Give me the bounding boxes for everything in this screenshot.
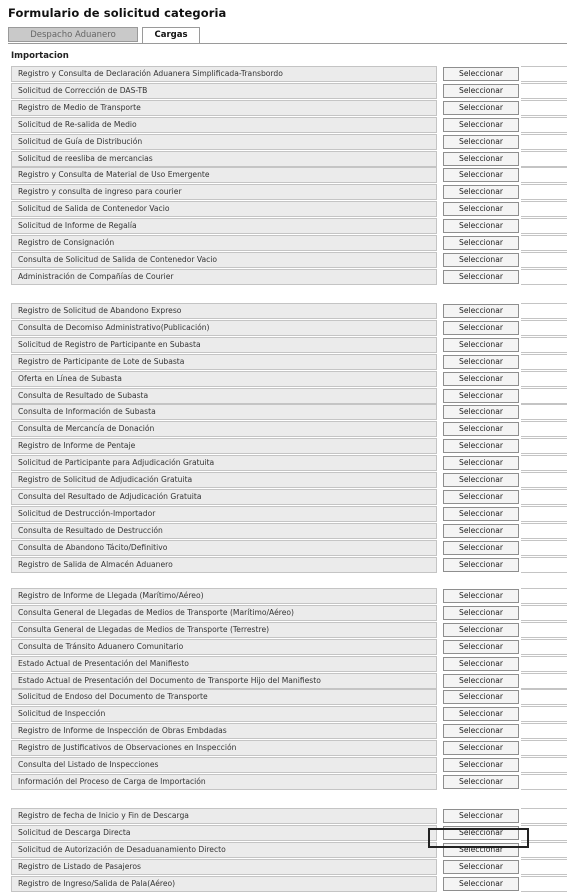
category-label: Registro de Justificativos de Observaciones en Inspección [11,740,437,756]
row-tail-cell [521,808,567,824]
row-tail-cell [521,388,567,404]
category-label: Consulta de Información de Subasta [11,404,437,420]
select-button[interactable]: Seleccionar [443,775,519,789]
select-button[interactable]: Seleccionar [443,623,519,637]
row-tail-cell [521,673,567,689]
category-row [11,540,567,556]
category-row [11,825,567,841]
row-tail-cell [521,83,567,99]
row-tail-cell [521,303,567,319]
select-button[interactable]: Seleccionar [443,860,519,874]
select-button[interactable]: Seleccionar [443,355,519,369]
row-tail-cell [521,825,567,841]
row-tail-cell [521,66,567,82]
category-row [11,303,567,319]
row-tail-cell [521,184,567,200]
category-label: Consulta del Listado de Inspecciones [11,757,437,773]
category-label: Consulta de Tránsito Aduanero Comunitario [11,639,437,655]
category-label: Estado Actual de Presentación del Documento de Transporte Hijo del Manifiesto [11,673,437,689]
select-button[interactable]: Seleccionar [443,724,519,738]
category-label: Solicitud de Autorización de Desaduanamiento Directo [11,842,437,858]
category-row [11,740,567,756]
row-tail-cell [521,404,567,420]
category-row [11,134,567,150]
category-row [11,235,567,251]
category-row [11,673,567,689]
row-tail-cell [521,438,567,454]
select-button[interactable]: Seleccionar [443,118,519,132]
category-label: Solicitud de Endoso del Documento de Transporte [11,689,437,705]
select-button[interactable]: Seleccionar [443,674,519,688]
select-button[interactable]: Seleccionar [443,707,519,721]
category-row [11,723,567,739]
select-button[interactable]: Seleccionar [443,270,519,284]
select-button[interactable]: Seleccionar [443,101,519,115]
row-tail-cell [521,134,567,150]
category-label: Consulta de Mercancía de Donación [11,421,437,437]
row-tail-cell [521,218,567,234]
category-row [11,842,567,858]
select-button[interactable]: Seleccionar [443,168,519,182]
category-row [11,371,567,387]
category-label: Registro de Listado de Pasajeros [11,859,437,875]
row-tail-cell [521,689,567,705]
category-label: Consulta de Resultado de Subasta [11,388,437,404]
category-row [11,622,567,638]
row-tail-cell [521,540,567,556]
category-row [11,588,567,604]
select-button[interactable]: Seleccionar [443,405,519,419]
category-label: Consulta General de Llegadas de Medios de Transporte (Marítimo/Aéreo) [11,605,437,621]
category-row [11,489,567,505]
select-button[interactable]: Seleccionar [443,67,519,81]
category-row [11,876,567,892]
category-row [11,472,567,488]
row-tail-cell [521,100,567,116]
category-label: Solicitud de Guía de Distribución [11,134,437,150]
category-row [11,639,567,655]
category-row [11,320,567,336]
category-row [11,66,567,82]
select-button[interactable]: Seleccionar [443,422,519,436]
row-tail-cell [521,421,567,437]
row-tail-cell [521,740,567,756]
category-label: Solicitud de Re-salida de Medio [11,117,437,133]
category-label: Registro y Consulta de Material de Uso Emergente [11,167,437,183]
select-button[interactable]: Seleccionar [443,304,519,318]
row-tail-cell [521,842,567,858]
row-tail-cell [521,167,567,183]
category-row [11,269,567,285]
category-row [11,337,567,353]
row-tail-cell [521,774,567,790]
select-button[interactable]: Seleccionar [443,219,519,233]
category-label: Registro de Salida de Almacén Aduanero [11,557,437,573]
select-button[interactable]: Seleccionar [443,389,519,403]
category-row [11,438,567,454]
category-label: Registro de Consignación [11,235,437,251]
row-tail-cell [521,639,567,655]
category-row [11,83,567,99]
category-row [11,404,567,420]
tab-despacho-aduanero[interactable]: Despacho Aduanero [8,27,138,42]
category-label: Consulta de Resultado de Destrucción [11,523,437,539]
row-tail-cell [521,588,567,604]
select-button[interactable]: Seleccionar [443,640,519,654]
row-tail-cell [521,706,567,722]
category-label: Registro de Informe de Pentaje [11,438,437,454]
category-row [11,557,567,573]
category-row [11,201,567,217]
category-row [11,605,567,621]
select-button[interactable]: Seleccionar [443,541,519,555]
category-label: Consulta de Decomiso Administrativo(Publicación) [11,320,437,336]
row-tail-cell [521,371,567,387]
category-row [11,656,567,672]
category-label: Consulta del Resultado de Adjudicación Gratuita [11,489,437,505]
category-row [11,706,567,722]
category-label: Consulta de Solicitud de Salida de Contenedor Vacio [11,252,437,268]
row-tail-cell [521,320,567,336]
category-label: Registro de Solicitud de Adjudicación Gratuita [11,472,437,488]
select-button[interactable]: Seleccionar [443,456,519,470]
category-label: Registro de Ingreso/Salida de Pala(Aéreo) [11,876,437,892]
category-label: Oferta en Línea de Subasta [11,371,437,387]
row-tail-cell [521,489,567,505]
select-button[interactable]: Seleccionar [443,657,519,671]
select-button[interactable]: Seleccionar [443,690,519,704]
category-label: Solicitud de Informe de Regalía [11,218,437,234]
category-row [11,774,567,790]
category-row [11,184,567,200]
category-row [11,689,567,705]
category-label: Solicitud de Salida de Contenedor Vacio [11,201,437,217]
category-row [11,117,567,133]
select-button[interactable]: Seleccionar [443,490,519,504]
row-tail-cell [521,723,567,739]
category-row [11,388,567,404]
row-tail-cell [521,201,567,217]
category-row [11,757,567,773]
category-row [11,523,567,539]
category-label: Solicitud de Descarga Directa [11,825,437,841]
row-tail-cell [521,757,567,773]
select-button[interactable]: Seleccionar [443,589,519,603]
category-label: Solicitud de Corrección de DAS-TB [11,83,437,99]
row-tail-cell [521,557,567,573]
page-title: Formulario de solicitud categoria [8,6,227,20]
select-button[interactable]: Seleccionar [443,606,519,620]
select-button[interactable]: Seleccionar [443,253,519,267]
category-label: Registro de Medio de Transporte [11,100,437,116]
row-tail-cell [521,622,567,638]
category-label: Registro y Consulta de Declaración Aduanera Simplificada-Transbordo [11,66,437,82]
category-row [11,151,567,167]
row-tail-cell [521,151,567,167]
section-title: Importacion [11,51,69,61]
category-label: Registro de Informe de Inspección de Obras Embdadas [11,723,437,739]
category-row [11,100,567,116]
category-label: Registro de Informe de Llegada (Marítimo/Aéreo) [11,588,437,604]
category-row [11,808,567,824]
row-tail-cell [521,506,567,522]
category-row [11,859,567,875]
select-button[interactable]: Seleccionar [443,152,519,166]
category-row [11,455,567,471]
row-tail-cell [521,455,567,471]
category-row [11,167,567,183]
row-tail-cell [521,605,567,621]
row-tail-cell [521,354,567,370]
category-label: Administración de Compañías de Courier [11,269,437,285]
select-button[interactable]: Seleccionar [443,826,519,840]
category-row [11,252,567,268]
category-label: Solicitud de Destrucción-Importador [11,506,437,522]
select-button[interactable]: Seleccionar [443,236,519,250]
row-tail-cell [521,656,567,672]
row-tail-cell [521,269,567,285]
row-tail-cell [521,337,567,353]
row-tail-cell [521,876,567,892]
category-row [11,421,567,437]
select-button[interactable]: Seleccionar [443,372,519,386]
select-button[interactable]: Seleccionar [443,877,519,891]
select-button[interactable]: Seleccionar [443,473,519,487]
category-label: Información del Proceso de Carga de Importación [11,774,437,790]
select-button[interactable]: Seleccionar [443,321,519,335]
category-label: Registro de fecha de Inicio y Fin de Descarga [11,808,437,824]
tab-divider [8,43,567,44]
select-button[interactable]: Seleccionar [443,202,519,216]
category-label: Estado Actual de Presentación del Manifiesto [11,656,437,672]
select-button[interactable]: Seleccionar [443,185,519,199]
row-tail-cell [521,235,567,251]
row-tail-cell [521,472,567,488]
select-button[interactable]: Seleccionar [443,758,519,772]
select-button[interactable]: Seleccionar [443,524,519,538]
category-label: Solicitud de reesliba de mercancias [11,151,437,167]
category-row [11,506,567,522]
row-tail-cell [521,117,567,133]
category-row [11,218,567,234]
category-row [11,354,567,370]
category-label: Consulta General de Llegadas de Medios de Transporte (Terrestre) [11,622,437,638]
select-button[interactable]: Seleccionar [443,809,519,823]
category-label: Solicitud de Participante para Adjudicación Gratuita [11,455,437,471]
row-tail-cell [521,523,567,539]
select-button[interactable]: Seleccionar [443,558,519,572]
select-button[interactable]: Seleccionar [443,741,519,755]
select-button[interactable]: Seleccionar [443,135,519,149]
select-button[interactable]: Seleccionar [443,507,519,521]
tab-cargas[interactable]: Cargas [142,27,200,44]
category-label: Registro de Solicitud de Abandono Expreso [11,303,437,319]
select-button[interactable]: Seleccionar [443,439,519,453]
select-button[interactable]: Seleccionar [443,84,519,98]
category-label: Consulta de Abandono Tácito/Definitivo [11,540,437,556]
row-tail-cell [521,859,567,875]
category-label: Registro de Participante de Lote de Subasta [11,354,437,370]
row-tail-cell [521,252,567,268]
select-button[interactable]: Seleccionar [443,338,519,352]
select-button[interactable]: Seleccionar [443,843,519,857]
category-label: Solicitud de Registro de Participante en Subasta [11,337,437,353]
category-label: Registro y consulta de ingreso para courier [11,184,437,200]
category-label: Solicitud de Inspección [11,706,437,722]
